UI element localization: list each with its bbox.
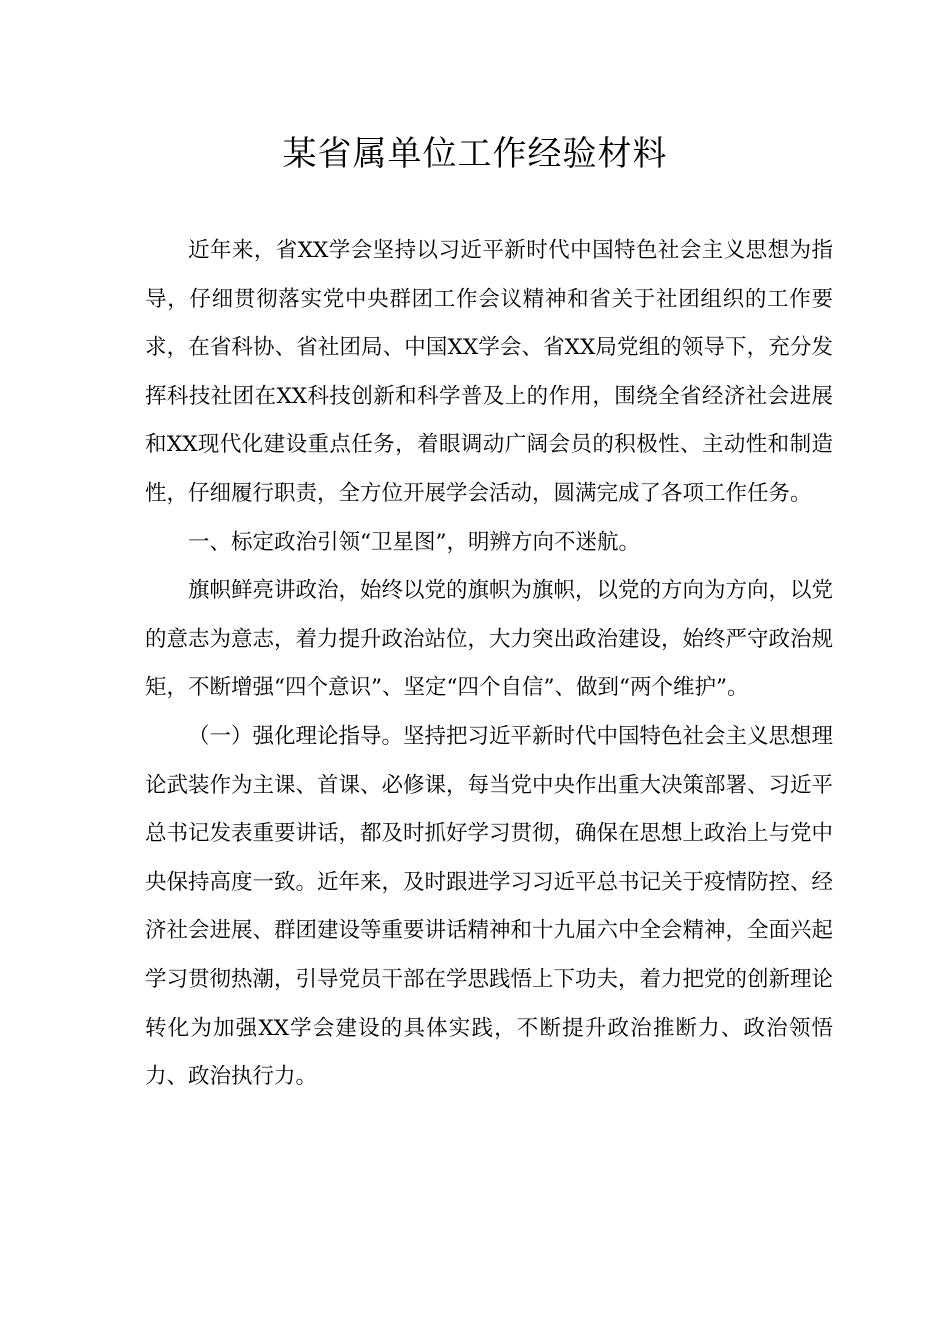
paragraph-intro: 近年来，省XX学会坚持以习近平新时代中国特色社会主义思想为指导，仔细贯彻落实党中央群团工作会议精神和省关于社团组织的工作要求，在省科协、省社团局、中国XX学会、省XX局党组的领导下，充分发挥科技社团在XX科技创新和科学普及上的作用，围绕全省经济社会进展和XX现代化建设重点任务，着眼调动广阔会员的积极性、主动性和制造性，仔细履行职责，全方位开展学会活动，圆满完成了各项工作任务。 (145, 238, 833, 506)
document-title: 某省属单位工作经验材料 (282, 134, 668, 174)
document-body (145, 227, 833, 1102)
paragraph-section-1: 旗帜鲜亮讲政治，始终以党的旗帜为旗帜，以党的方向为方向，以党的意志为意志，着力提升政治站位，大力突出政治建设，始终严守政治规矩，不断增强“四个意识”、坚定“四个自信”、做到“两个维护”。 (145, 578, 834, 701)
section-heading-1: 一、标定政治引领“卫星图”，明辨方向不迷航。 (188, 529, 640, 555)
paragraph-subsection-1: （一）强化理论指导。坚持把习近平新时代中国特色社会主义思想理论武装作为主课、首课、必修课，每当党中央作出重大决策部署、习近平总书记发表重要讲话，都及时抓好学习贯彻，确保在思想上政治上与党中央保持高度一致。近年来，及时跟进学习习近平总书记关于疫情防控、经济社会进展、群团建设等重要讲话精神和十九届六中全会精神，全面兴起学习贯彻热潮，引导党员干部在学思践悟上下功夫，着力把党的创新理论转化为加强XX学会建设的具体实践，不断提升政治推断力、政治领悟力、政治执行力。 (145, 723, 834, 1090)
